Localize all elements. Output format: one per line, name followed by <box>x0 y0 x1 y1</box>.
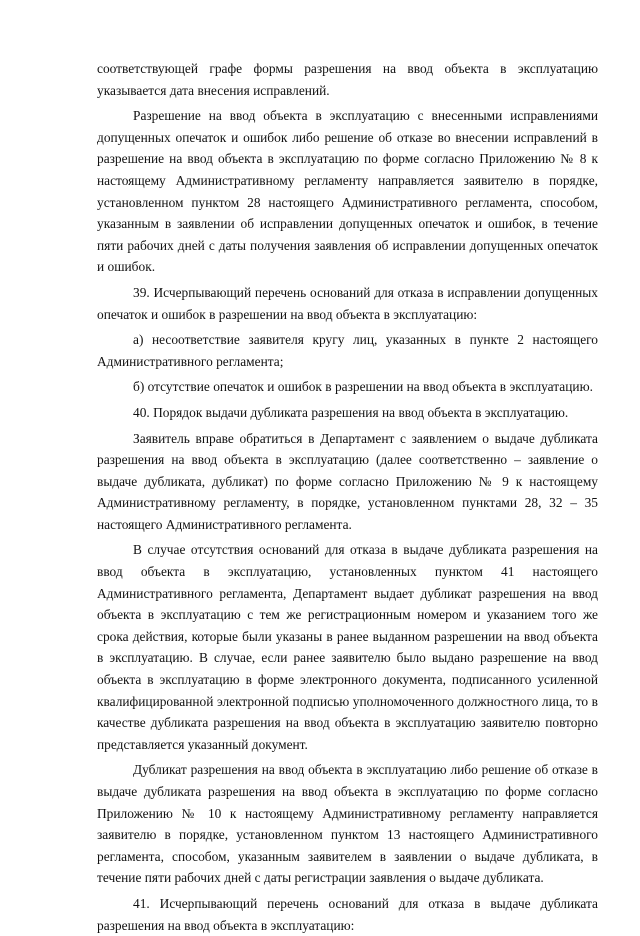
paragraph-41: 41. Исчерпывающий перечень оснований для отказа в выдаче дубликата разрешения на ввод объекта в эксплуатацию: <box>97 895 598 933</box>
paragraph-39b: б) отсутствие опечаток и ошибок в разрешении на ввод объекта в эксплуатацию. <box>133 379 593 395</box>
paragraph-40: 40. Порядок выдачи дубликата разрешения на ввод объекта в эксплуатацию. <box>133 404 569 420</box>
paragraph-duplicate-delivery: Дубликат разрешения на ввод объекта в эксплуатацию либо решение об отказе в выдаче дубликата разрешения на ввод объекта в эксплуатацию по форме согласно Приложению № 10 к настоящему Административному регламенту направляется заявителю в порядке, установленном пунктом 13 настоящего Административного регламента, способом, указанным заявителем в заявлении о выдаче дубликата, в течение пяти рабочих дней с даты регистрации заявления о выдаче дубликата. <box>97 762 598 886</box>
paragraph-2: Разрешение на ввод объекта в эксплуатацию с внесенными исправлениями допущенных опечаток и ошибок либо решение об отказе во внесении исправлений в разрешение на ввод объекта в эксплуатацию по форме согласно Приложению № 8 к настоящему Административному регламенту направляется заявителю в порядке, установленном пунктом 28 настоящего Административного регламента, способом, указанным в заявлении об исправлении допущенных опечаток и ошибок, в течение пяти рабочих дней с даты получения заявления об исправлении допущенных опечаток и ошибок. <box>97 108 598 275</box>
paragraph-39a: а) несоответствие заявителя кругу лиц, указанных в пункте 2 настоящего Административного регламента; <box>97 332 598 369</box>
paragraph-39: 39. Исчерпывающий перечень оснований для отказа в исправлении допущенных опечаток и ошибок в разрешении на ввод объекта в эксплуатацию: <box>97 284 598 322</box>
paragraph-duplicate-case: В случае отсутствия оснований для отказа в выдаче дубликата разрешения на ввод объекта в эксплуатацию, установленных пунктом 41 настоящего Административного регламента, Департамент выдает дубликат разрешения на ввод объекта в эксплуатацию с тем же регистрационным номером и указанием того же срока действия, которые были указаны в ранее выданном разрешении на ввод объекта в эксплуатацию. В случае, если ранее заявителю было выдано разрешение на ввод объекта в эксплуатацию в форме электронного документа, подписанного усиленной квалифицированной электронной подписью уполномоченного должностного лица, то в качестве дубликата разрешения на ввод объекта в эксплуатацию заявителю повторно представляется указанный документ. <box>97 542 598 752</box>
paragraph-40-body: Заявитель вправе обратиться в Департамент с заявлением о выдаче дубликата разрешения на ввод объекта в эксплуатацию (далее соответственно – заявление о выдаче дубликата, дубликат) по форме согласно Приложению № 9 к настоящему Административному регламенту, в порядке, установленном пунктами 28, 32 – 35 настоящего Административного регламента. <box>97 430 598 532</box>
paragraph-1: соответствующей графе формы разрешения на ввод объекта в эксплуатацию указывается дата внесения исправлений. <box>97 61 598 98</box>
